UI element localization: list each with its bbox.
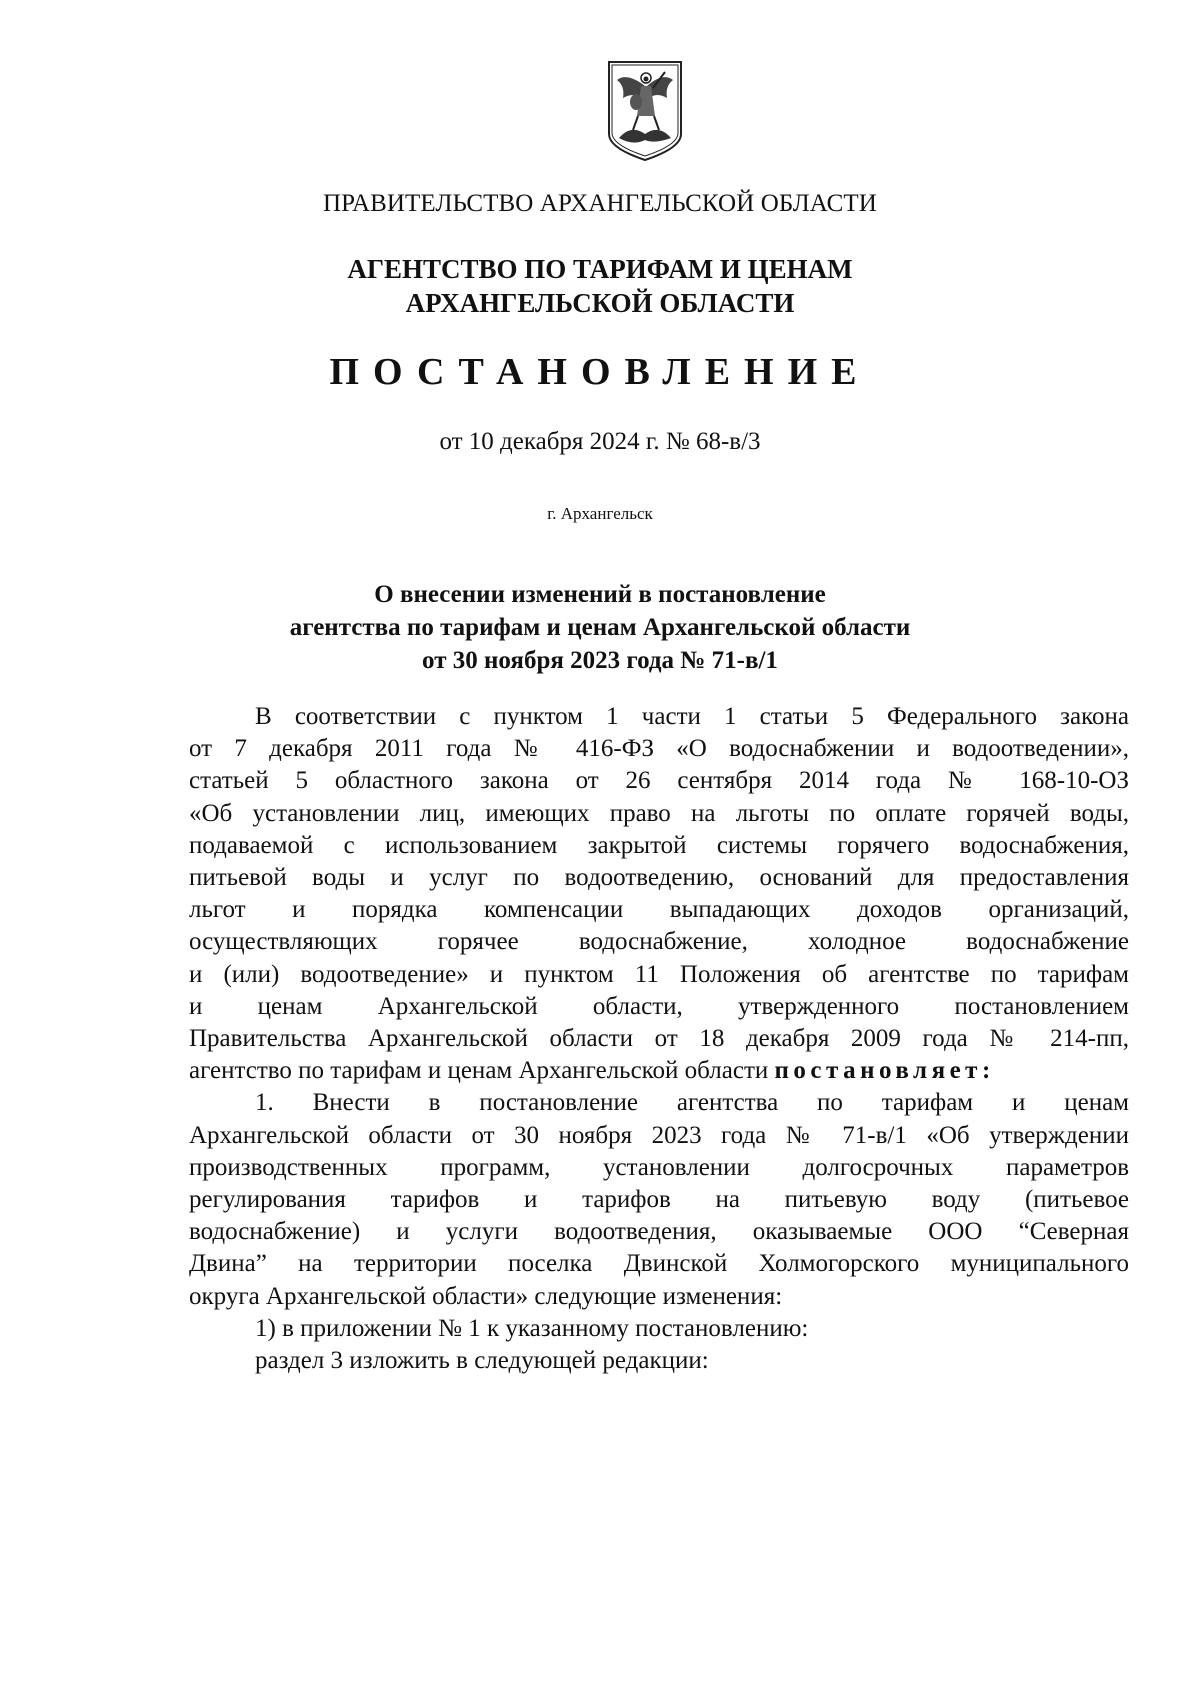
document-subject [0, 578, 1200, 677]
body-line: производственных программ, установлении долгосрочных параметров [189, 1153, 1129, 1181]
agency-name [0, 252, 1200, 320]
subject-line: О внесении изменений в постановление [374, 581, 826, 608]
body-line: льгот и порядка компенсации выпадающих доходов организаций, [189, 896, 1129, 924]
body-line: Правительства Архангельской области от 18 декабря 2009 года № 214-пп, [189, 1025, 1129, 1053]
body-line-decree [189, 1055, 1129, 1087]
body-line: статьей 5 областного закона от 26 сентября 2014 года № 168-10-ОЗ [189, 767, 1129, 795]
decree-word: постановляет: [774, 1057, 995, 1085]
subject-line: от 30 ноября 2023 года № 71-в/1 [422, 647, 778, 674]
document-date-number: от 10 декабря 2024 г. № 68-в/3 [439, 428, 761, 455]
body-line: В соответствии с пунктом 1 части 1 статьи 5 Федерального закона [255, 703, 1129, 730]
body-line: Двина” на территории поселка Двинской Холмогорского муниципального [189, 1250, 1129, 1278]
body-line-text: агентство по тарифам и ценам Архангельской области [189, 1057, 769, 1085]
amendment-item: 1) в приложении № 1 к указанному постановлению: [255, 1314, 809, 1342]
body-line: питьевой воды и услуг по водоотведению, оснований для предоставления [189, 864, 1129, 892]
body-line: и (или) водоотведение» и пунктом 11 Положения об агентстве по тарифам [189, 960, 1129, 988]
coat-of-arms-emblem [605, 58, 685, 162]
body-line: 1. Внести в постановление агентства по тарифам и ценам [255, 1089, 1129, 1117]
body-line: водоснабжение) и услуги водоотведения, оказываемые ООО “Северная [189, 1218, 1129, 1246]
body-line: подаваемой с использованием закрытой системы горячего водоснабжения, [189, 831, 1129, 859]
agency-name-line: АРХАНГЕЛЬСКОЙ ОБЛАСТИ [405, 288, 795, 318]
body-line: от 7 декабря 2011 года № 416-ФЗ «О водоснабжении и водоотведении», [189, 735, 1129, 763]
document-city: г. Архангельск [547, 504, 653, 523]
document-body [189, 701, 1129, 1377]
body-line: регулирования тарифов и тарифов на питьевую воду (питьевое [189, 1186, 1129, 1214]
amendment-item: раздел 3 изложить в следующей редакции: [255, 1347, 709, 1375]
subject-line: агентства по тарифам и ценам Архангельской области [289, 614, 911, 641]
agency-name-line: АГЕНТСТВО ПО ТАРИФАМ И ЦЕНАМ [347, 254, 853, 284]
body-line: «Об установлении лиц, имеющих право на льготы по оплате горячей воды, [189, 799, 1129, 827]
body-line: Архангельской области от 30 ноября 2023 года № 71-в/1 «Об утверждении [189, 1121, 1129, 1149]
body-line: осуществляющих горячее водоснабжение, холодное водоснабжение [189, 928, 1129, 956]
body-line: округа Архангельской области» следующие изменения: [189, 1282, 783, 1310]
document-type-title: ПОСТАНОВЛЕНИЕ [329, 351, 871, 393]
government-name: ПРАВИТЕЛЬСТВО АРХАНГЕЛЬСКОЙ ОБЛАСТИ [323, 190, 877, 217]
body-line: и ценам Архангельской области, утвержденного постановлением [189, 992, 1129, 1020]
